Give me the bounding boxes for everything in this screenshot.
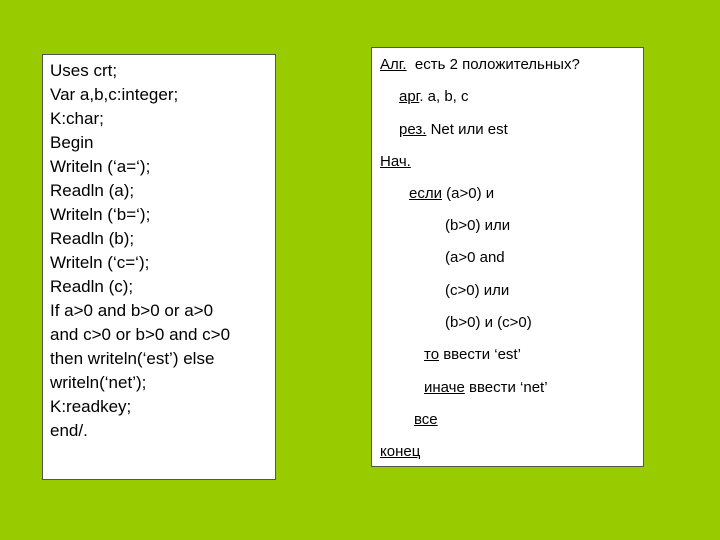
algorithm-title: есть 2 положительных? bbox=[406, 56, 580, 73]
code-line: Writeln (‘a=‘); bbox=[50, 157, 151, 176]
if-keyword: если bbox=[409, 185, 442, 202]
code-line: writeln(‘net’); bbox=[50, 373, 147, 392]
code-line: Readln (b); bbox=[50, 229, 135, 248]
algorithm-box bbox=[371, 47, 644, 467]
code-line: Begin bbox=[50, 133, 94, 152]
then-text: ввести ‘est’ bbox=[439, 346, 521, 363]
condition-line: (c>0) или bbox=[445, 282, 510, 299]
code-line: K:char; bbox=[50, 109, 104, 128]
else-keyword: иначе bbox=[424, 379, 465, 396]
else-branch bbox=[424, 379, 548, 397]
condition-line: (b>0) и (c>0) bbox=[445, 314, 532, 331]
end-if-keyword: все bbox=[414, 411, 438, 428]
result-text: Net или est bbox=[426, 121, 508, 138]
alg-keyword: Алг. bbox=[380, 56, 407, 73]
code-line: Uses crt; bbox=[50, 61, 118, 80]
algorithm-result bbox=[399, 121, 508, 139]
then-keyword: то bbox=[424, 346, 440, 363]
arg-keyword: арг bbox=[399, 88, 420, 105]
code-line: then writeln(‘est’) else bbox=[50, 349, 215, 368]
code-line: Readln (a); bbox=[50, 181, 135, 200]
code-line: Writeln (‘b=‘); bbox=[50, 205, 151, 224]
end-keyword: конец bbox=[380, 443, 421, 460]
condition-line bbox=[409, 185, 494, 203]
code-line: Var a,b,c:integer; bbox=[50, 85, 179, 104]
condition-line: (a>0 and bbox=[445, 249, 505, 266]
algorithm-header bbox=[380, 56, 580, 74]
algorithm-args bbox=[399, 88, 469, 106]
pascal-code-box bbox=[42, 54, 276, 480]
else-text: ввести ‘net’ bbox=[464, 379, 548, 396]
code-line: K:readkey; bbox=[50, 397, 132, 416]
code-line: and c>0 or b>0 and c>0 bbox=[50, 325, 231, 344]
algorithm-start bbox=[380, 153, 411, 171]
code-line: If a>0 and b>0 or a>0 bbox=[50, 301, 214, 320]
algorithm-end bbox=[380, 443, 420, 461]
condition-line: (b>0) или bbox=[445, 217, 511, 234]
code-line: end/. bbox=[50, 421, 88, 440]
condition-text: (a>0) и bbox=[441, 185, 495, 202]
end-if bbox=[414, 411, 438, 429]
code-line: Writeln (‘c=‘); bbox=[50, 253, 150, 272]
then-branch bbox=[424, 346, 521, 364]
args-list: . a, b, c bbox=[419, 88, 469, 105]
result-keyword: рез. bbox=[399, 121, 427, 138]
code-line: Readln (c); bbox=[50, 277, 134, 296]
start-keyword: Нач. bbox=[380, 153, 411, 170]
